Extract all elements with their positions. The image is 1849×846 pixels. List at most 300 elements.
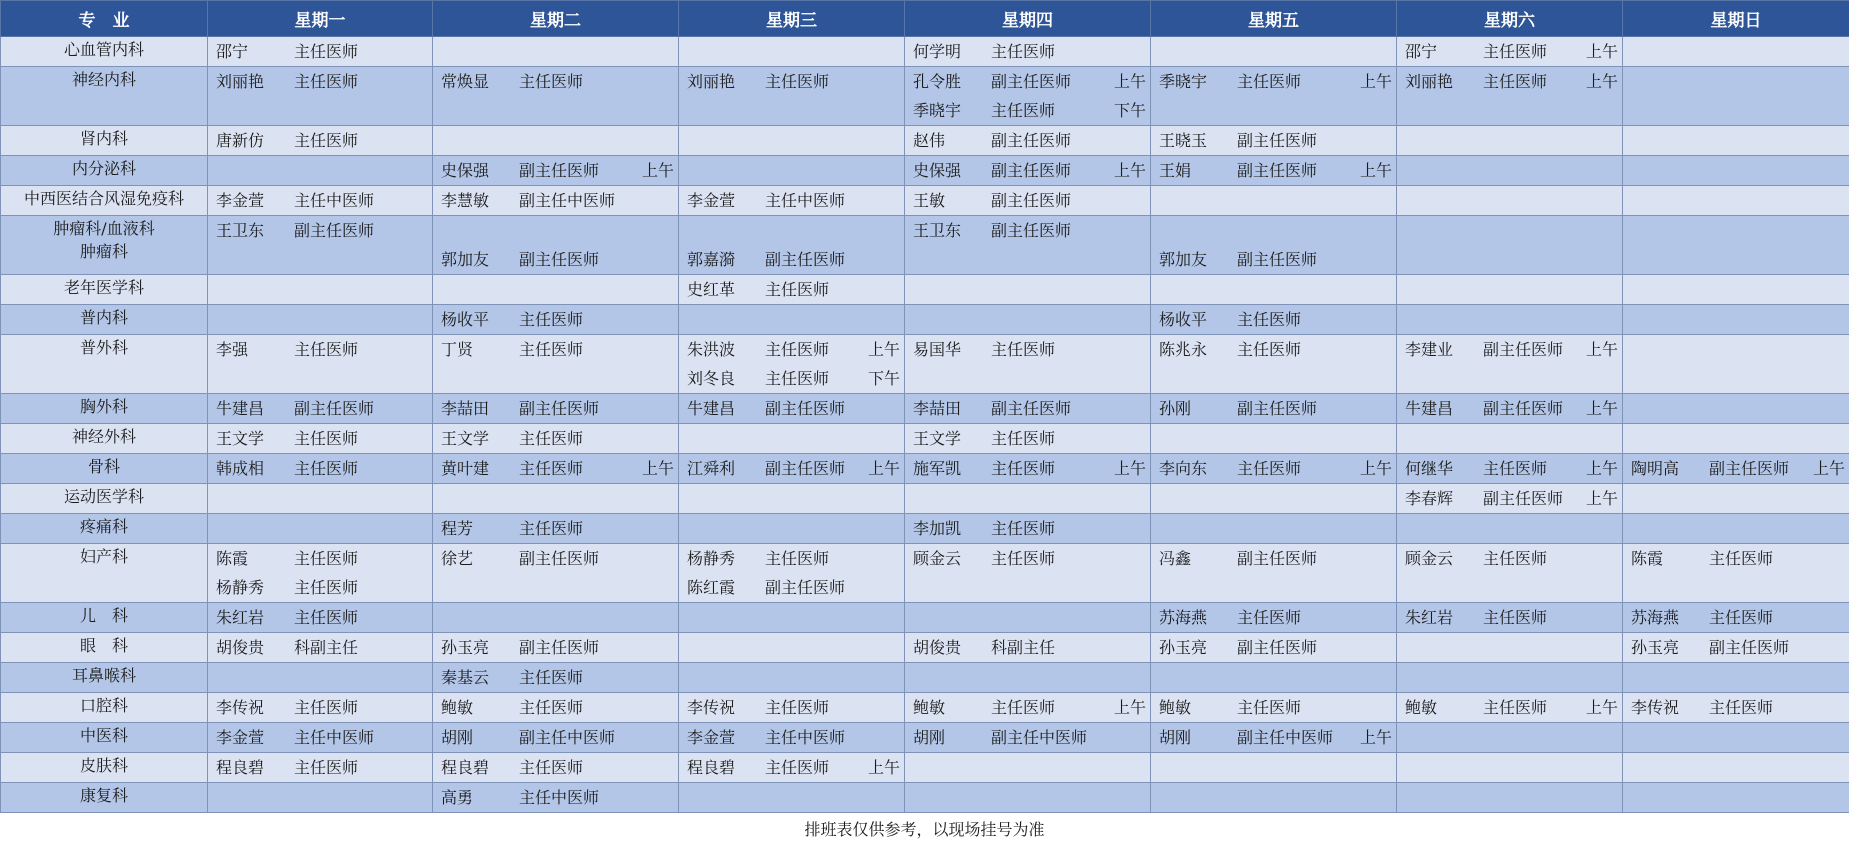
schedule-cell-wednesday: [679, 275, 905, 305]
doctor-title: 主任医师: [1483, 459, 1548, 478]
doctor-entry: [1151, 544, 1396, 573]
doctor-name: 孙刚: [1159, 399, 1192, 418]
doctor-entry: [433, 424, 678, 453]
schedule-cell-saturday: [1397, 305, 1623, 335]
session-label: 上午: [1585, 489, 1618, 508]
doctor-title: 主任医师: [765, 72, 830, 91]
schedule-cell-tuesday: [433, 394, 679, 424]
schedule-cell-monday: [208, 394, 433, 424]
doctor-entry: [208, 723, 432, 752]
doctor-entry: [433, 753, 678, 782]
doctor-name: 唐新仿: [216, 131, 265, 150]
schedule-cell-sunday: [1623, 186, 1849, 216]
doctor-name: 刘冬良: [687, 369, 736, 388]
doctor-entry: [905, 335, 1150, 364]
doctor-name: 程良碧: [216, 758, 265, 777]
doctor-entry: [1397, 394, 1622, 423]
schedule-cell-monday: [208, 783, 433, 813]
schedule-cell-monday: [208, 126, 433, 156]
department-name: 神经外科: [71, 427, 136, 446]
schedule-cell-wednesday: [679, 156, 905, 186]
schedule-cell-monday: [208, 753, 433, 783]
department-name: 普外科: [79, 338, 128, 357]
doctor-entry: [679, 216, 904, 245]
doctor-title: 主任医师: [991, 549, 1056, 568]
doctor-title: 副主任医师: [1483, 399, 1564, 418]
schedule-cell-monday: [208, 424, 433, 454]
doctor-name: 苏海燕: [1159, 608, 1208, 627]
schedule-cell-friday: [1151, 693, 1397, 723]
doctor-entry: [208, 335, 432, 364]
schedule-cell-saturday: [1397, 514, 1623, 544]
schedule-cell-monday: [208, 663, 433, 693]
schedule-cell-wednesday: [679, 693, 905, 723]
session-label: 上午: [641, 161, 674, 180]
schedule-cell-sunday: [1623, 335, 1849, 394]
doctor-title: 副主任医师: [519, 399, 600, 418]
doctor-entry: [1151, 633, 1396, 662]
schedule-cell-thursday: [905, 216, 1151, 275]
doctor-title: 副主任中医师: [991, 728, 1088, 747]
department-name: 耳鼻喉科: [71, 666, 136, 685]
doctor-entry: [208, 424, 432, 453]
doctor-entry: [1623, 603, 1849, 632]
schedule-cell-sunday: [1623, 603, 1849, 633]
doctor-name: 韩成相: [216, 459, 265, 478]
doctor-entry: [433, 245, 678, 274]
doctor-name: 李传祝: [687, 698, 736, 717]
doctor-name: 孙玉亮: [1631, 638, 1680, 657]
doctor-title: 主任医师: [991, 429, 1056, 448]
doctor-title: [1237, 216, 1396, 245]
doctor-title: 副主任医师: [1237, 161, 1318, 180]
doctor-name: 程良碧: [687, 758, 736, 777]
session-label: 上午: [1585, 399, 1618, 418]
schedule-body: [1, 37, 1849, 813]
doctor-title: 主任中医师: [294, 728, 375, 747]
table-row: [1, 216, 1849, 275]
schedule-cell-saturday: [1397, 424, 1623, 454]
schedule-cell-wednesday: [679, 783, 905, 813]
doctor-name: 史保强: [913, 161, 962, 180]
schedule-cell-sunday: [1623, 37, 1849, 67]
doctor-title: 副主任医师: [519, 250, 600, 269]
department-cell: [1, 603, 208, 633]
doctor-entry: [905, 37, 1150, 66]
session-label: 上午: [1113, 72, 1146, 91]
doctor-name: 施军凯: [913, 459, 962, 478]
schedule-cell-wednesday: [679, 67, 905, 126]
schedule-cell-thursday: [905, 424, 1151, 454]
schedule-cell-saturday: [1397, 126, 1623, 156]
doctor-title: 副主任医师: [1237, 131, 1318, 150]
header-friday: 星期五: [1151, 1, 1397, 37]
schedule-cell-friday: [1151, 275, 1397, 305]
doctor-title: 主任医师: [1483, 42, 1548, 61]
doctor-name: 李春辉: [1405, 489, 1454, 508]
doctor-title: 副主任医师: [1709, 638, 1790, 657]
schedule-cell-wednesday: [679, 126, 905, 156]
doctor-name: 杨静秀: [216, 578, 265, 597]
session-label: 上午: [1585, 42, 1618, 61]
doctor-entry: [1151, 693, 1396, 722]
doctor-title: 主任医师: [519, 310, 584, 329]
doctor-entry: [679, 186, 904, 215]
department-name: 妇产科: [79, 547, 128, 566]
doctor-entry: [433, 544, 678, 573]
doctor-name: 胡刚: [441, 728, 474, 747]
schedule-cell-sunday: [1623, 126, 1849, 156]
doctor-name: 李建业: [1405, 340, 1454, 359]
schedule-cell-friday: [1151, 186, 1397, 216]
schedule-cell-monday: [208, 335, 433, 394]
table-row: [1, 454, 1849, 484]
schedule-cell-thursday: [905, 603, 1151, 633]
schedule-cell-monday: [208, 37, 433, 67]
doctor-title: 科副主任: [294, 638, 359, 657]
schedule-cell-sunday: [1623, 663, 1849, 693]
doctor-name: 黄叶建: [441, 459, 490, 478]
session-label: 上午: [867, 340, 900, 359]
schedule-cell-wednesday: [679, 753, 905, 783]
doctor-entry: [208, 544, 432, 573]
doctor-entry: [433, 394, 678, 423]
doctor-entry: [679, 275, 904, 304]
doctor-entry: [905, 126, 1150, 155]
schedule-cell-tuesday: [433, 305, 679, 335]
schedule-cell-saturday: [1397, 335, 1623, 394]
doctor-name: 朱红岩: [1405, 608, 1454, 627]
doctor-entry: [433, 335, 678, 364]
doctor-entry: [1397, 335, 1622, 364]
doctor-entry: [1623, 454, 1849, 483]
doctor-name: 常焕显: [441, 72, 490, 91]
doctor-entry: [905, 156, 1150, 185]
doctor-name: 李金萱: [687, 728, 736, 747]
doctor-name: 陈红霞: [687, 578, 736, 597]
schedule-cell-wednesday: [679, 514, 905, 544]
doctor-title: 主任医师: [519, 758, 584, 777]
schedule-cell-saturday: [1397, 67, 1623, 126]
doctor-title: 副主任医师: [519, 638, 600, 657]
department-name: 皮肤科: [79, 756, 128, 775]
doctor-entry: [1151, 216, 1396, 245]
doctor-entry: [679, 364, 904, 393]
doctor-name: 李金萱: [687, 191, 736, 210]
doctor-name: 王敏: [913, 191, 946, 210]
schedule-cell-thursday: [905, 753, 1151, 783]
doctor-entry: [905, 514, 1150, 543]
doctor-name: 何学明: [913, 42, 962, 61]
schedule-cell-friday: [1151, 544, 1397, 603]
doctor-title: 科副主任: [991, 638, 1056, 657]
schedule-cell-wednesday: [679, 394, 905, 424]
schedule-cell-monday: [208, 67, 433, 126]
doctor-entry: [1397, 37, 1622, 66]
department-name: 中医科: [79, 726, 128, 745]
department-cell: [1, 275, 208, 305]
schedule-cell-monday: [208, 186, 433, 216]
doctor-title: 副主任医师: [519, 161, 600, 180]
doctor-name: 程良碧: [441, 758, 490, 777]
doctor-entry: [433, 305, 678, 334]
doctor-title: 主任医师: [1237, 698, 1302, 717]
doctor-name: 鲍敏: [913, 698, 946, 717]
doctor-name: 易国华: [913, 340, 962, 359]
schedule-cell-wednesday: [679, 37, 905, 67]
department-cell: [1, 663, 208, 693]
doctor-entry: [208, 126, 432, 155]
department-name: 运动医学科: [63, 487, 144, 506]
schedule-cell-thursday: [905, 156, 1151, 186]
table-row: [1, 126, 1849, 156]
doctor-title: 主任医师: [1237, 608, 1302, 627]
session-label: 上午: [1113, 459, 1146, 478]
schedule-cell-thursday: [905, 454, 1151, 484]
doctor-name: 李慧敏: [441, 191, 490, 210]
doctor-title: 主任医师: [991, 340, 1056, 359]
doctor-name: 李喆田: [913, 399, 962, 418]
footer-note: 排班表仅供参考，以现场挂号为准: [0, 813, 1849, 846]
schedule-cell-monday: [208, 484, 433, 514]
schedule-cell-thursday: [905, 394, 1151, 424]
table-row: [1, 275, 1849, 305]
schedule-cell-friday: [1151, 424, 1397, 454]
schedule-cell-saturday: [1397, 544, 1623, 603]
doctor-entry: [433, 633, 678, 662]
schedule-cell-saturday: [1397, 603, 1623, 633]
schedule-cell-wednesday: [679, 335, 905, 394]
session-label: 上午: [1812, 459, 1845, 478]
doctor-title: 主任医师: [519, 72, 584, 91]
department-name: 疼痛科: [79, 517, 128, 536]
department-cell: [1, 484, 208, 514]
doctor-name: 李金萱: [216, 728, 265, 747]
schedule-cell-tuesday: [433, 693, 679, 723]
table-row: [1, 335, 1849, 394]
doctor-entry: [208, 216, 432, 245]
schedule-cell-monday: [208, 305, 433, 335]
doctor-entry: [1623, 633, 1849, 662]
schedule-cell-wednesday: [679, 424, 905, 454]
schedule-cell-thursday: [905, 67, 1151, 126]
schedule-cell-thursday: [905, 126, 1151, 156]
schedule-cell-sunday: [1623, 693, 1849, 723]
doctor-name: 鲍敏: [1159, 698, 1192, 717]
doctor-entry: [1151, 454, 1396, 483]
doctor-name: 李传祝: [216, 698, 265, 717]
doctor-entry: [679, 693, 904, 722]
doctor-title: 主任医师: [519, 698, 584, 717]
department-cell: [1, 394, 208, 424]
schedule-cell-monday: [208, 514, 433, 544]
doctor-entry: [1397, 484, 1622, 513]
doctor-entry: [433, 663, 678, 692]
doctor-name: 鲍敏: [1405, 698, 1438, 717]
schedule-cell-friday: [1151, 783, 1397, 813]
schedule-cell-saturday: [1397, 723, 1623, 753]
doctor-name: 牛建昌: [216, 399, 265, 418]
department-cell: [1, 753, 208, 783]
schedule-cell-friday: [1151, 394, 1397, 424]
doctor-name: 牛建昌: [1405, 399, 1454, 418]
schedule-cell-sunday: [1623, 305, 1849, 335]
doctor-title: 主任医师: [1483, 549, 1548, 568]
doctor-entry: [433, 693, 678, 722]
doctor-name: 刘丽艳: [1405, 72, 1454, 91]
doctor-title: 主任医师: [1483, 608, 1548, 627]
table-row: [1, 514, 1849, 544]
doctor-title: 副主任医师: [991, 191, 1072, 210]
doctor-entry: [208, 603, 432, 632]
doctor-entry: [1151, 245, 1396, 274]
session-label: 上午: [1113, 161, 1146, 180]
schedule-cell-tuesday: [433, 37, 679, 67]
session-label: 上午: [1359, 161, 1392, 180]
header-wednesday: 星期三: [679, 1, 905, 37]
schedule-cell-thursday: [905, 275, 1151, 305]
doctor-title: 主任医师: [991, 519, 1056, 538]
table-row: [1, 693, 1849, 723]
doctor-entry: [679, 245, 904, 274]
table-row: [1, 663, 1849, 693]
doctor-title: 主任医师: [294, 578, 359, 597]
session-label: 上午: [1359, 459, 1392, 478]
doctor-entry: [208, 454, 432, 483]
doctor-entry: [905, 723, 1150, 752]
department-name: 眼 科: [79, 636, 128, 655]
doctor-name: 鲍敏: [441, 698, 474, 717]
table-row: [1, 156, 1849, 186]
doctor-entry: [679, 723, 904, 752]
doctor-entry: [905, 693, 1150, 722]
schedule-cell-tuesday: [433, 156, 679, 186]
schedule-cell-sunday: [1623, 67, 1849, 126]
table-row: [1, 633, 1849, 663]
schedule-cell-sunday: [1623, 216, 1849, 275]
department-name: 胸外科: [79, 397, 128, 416]
doctor-title: 主任医师: [1709, 698, 1774, 717]
doctor-name: 苏海燕: [1631, 608, 1680, 627]
doctor-title: 主任医师: [519, 340, 584, 359]
doctor-name: 李金萱: [216, 191, 265, 210]
schedule-cell-saturday: [1397, 484, 1623, 514]
schedule-cell-tuesday: [433, 335, 679, 394]
doctor-title: 主任医师: [294, 608, 359, 627]
schedule-cell-monday: [208, 603, 433, 633]
schedule-cell-tuesday: [433, 67, 679, 126]
doctor-title: 主任医师: [991, 42, 1056, 61]
doctor-name: 李加凯: [913, 519, 962, 538]
doctor-title: 副主任医师: [294, 221, 375, 240]
schedule-cell-thursday: [905, 37, 1151, 67]
doctor-title: 副主任中医师: [519, 728, 616, 747]
doctor-name: 孙玉亮: [1159, 638, 1208, 657]
doctor-entry: [433, 454, 678, 483]
doctor-name: 胡俊贵: [913, 638, 962, 657]
session-label: 上午: [1585, 698, 1618, 717]
doctor-name: 郭加友: [1159, 250, 1208, 269]
header-sunday: 星期日: [1623, 1, 1849, 37]
doctor-entry: [1151, 723, 1396, 752]
doctor-entry: [679, 394, 904, 423]
doctor-entry: [208, 573, 432, 602]
doctor-title: 副主任医师: [765, 250, 846, 269]
doctor-name: 刘丽艳: [216, 72, 265, 91]
doctor-name: 丁贤: [441, 340, 474, 359]
doctor-entry: [433, 186, 678, 215]
doctor-title: 主任医师: [991, 698, 1056, 717]
schedule-cell-friday: [1151, 37, 1397, 67]
doctor-title: 副主任医师: [991, 221, 1072, 240]
schedule-cell-thursday: [905, 693, 1151, 723]
schedule-cell-saturday: [1397, 156, 1623, 186]
schedule-cell-sunday: [1623, 275, 1849, 305]
header-thursday: 星期四: [905, 1, 1151, 37]
doctor-entry: [208, 633, 432, 662]
doctor-title: 主任医师: [765, 758, 830, 777]
schedule-cell-tuesday: [433, 753, 679, 783]
doctor-title: 副主任医师: [1483, 489, 1564, 508]
doctor-name: 邵宁: [216, 42, 249, 61]
header-monday: 星期一: [208, 1, 433, 37]
doctor-entry: [905, 544, 1150, 573]
schedule-cell-tuesday: [433, 424, 679, 454]
doctor-title: 副主任医师: [519, 549, 600, 568]
doctor-entry: [905, 67, 1150, 96]
doctor-entry: [1397, 454, 1622, 483]
doctor-title: 副主任医师: [991, 399, 1072, 418]
session-label: 上午: [641, 459, 674, 478]
schedule-cell-friday: [1151, 753, 1397, 783]
schedule-cell-wednesday: [679, 723, 905, 753]
schedule-cell-thursday: [905, 305, 1151, 335]
doctor-name: 高勇: [441, 788, 474, 807]
table-row: [1, 424, 1849, 454]
schedule-cell-wednesday: [679, 305, 905, 335]
session-label: 上午: [1585, 340, 1618, 359]
schedule-cell-wednesday: [679, 663, 905, 693]
table-row: [1, 394, 1849, 424]
department-name: 肾内科: [79, 129, 128, 148]
doctor-name: 王娟: [1159, 161, 1192, 180]
schedule-cell-sunday: [1623, 544, 1849, 603]
schedule-cell-thursday: [905, 723, 1151, 753]
table-row: [1, 186, 1849, 216]
doctor-name: 顾金云: [913, 549, 962, 568]
schedule-cell-monday: [208, 275, 433, 305]
doctor-entry: [433, 783, 678, 812]
doctor-name: 王文学: [216, 429, 265, 448]
department-cell: [1, 156, 208, 186]
schedule-cell-sunday: [1623, 484, 1849, 514]
schedule-cell-sunday: [1623, 753, 1849, 783]
doctor-entry: [433, 216, 678, 245]
doctor-entry: [208, 394, 432, 423]
schedule-cell-saturday: [1397, 753, 1623, 783]
doctor-entry: [1151, 156, 1396, 185]
doctor-name: 胡俊贵: [216, 638, 265, 657]
doctor-entry: [1397, 67, 1622, 96]
doctor-entry: [679, 454, 904, 483]
doctor-entry: [208, 186, 432, 215]
schedule-cell-saturday: [1397, 186, 1623, 216]
doctor-title: 主任医师: [519, 459, 584, 478]
doctor-name: 牛建昌: [687, 399, 736, 418]
doctor-name: 王文学: [913, 429, 962, 448]
doctor-entry: [905, 454, 1150, 483]
doctor-name: 李向东: [1159, 459, 1208, 478]
